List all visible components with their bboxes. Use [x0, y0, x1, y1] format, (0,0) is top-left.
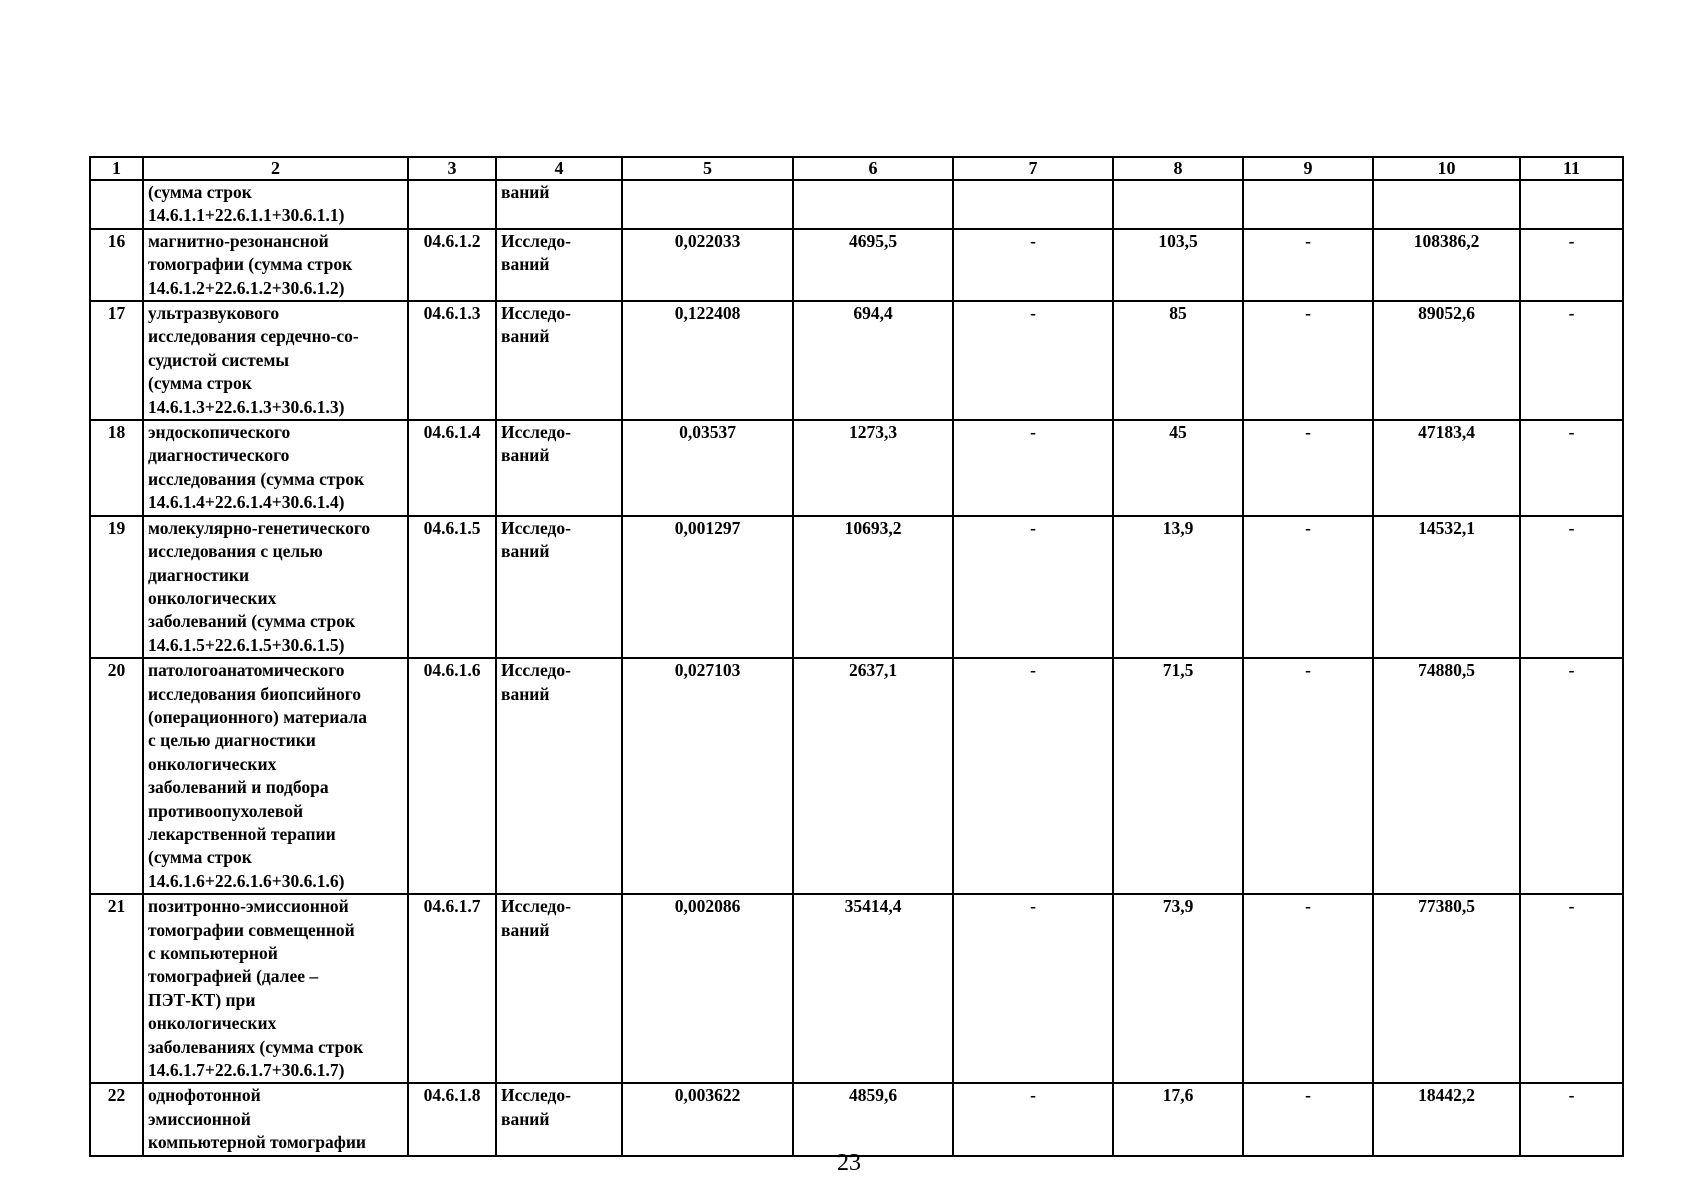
- table-row: [90, 229, 1623, 301]
- col8-value-cell: 45: [1113, 420, 1243, 516]
- col9-value-cell: -: [1243, 420, 1373, 516]
- col9-value-cell: -: [1243, 658, 1373, 894]
- col9-value-cell: -: [1243, 1083, 1373, 1155]
- unit-cell: Исследо- ваний: [496, 658, 622, 894]
- row-number-cell: 18: [90, 420, 143, 516]
- col7-value-cell: -: [953, 301, 1113, 420]
- col10-value-cell: 18442,2: [1373, 1083, 1520, 1155]
- unit-cell: Исследо- ваний: [496, 1083, 622, 1155]
- header-cell: 4: [496, 157, 622, 180]
- col11-value-cell: -: [1520, 420, 1623, 516]
- col8-value-cell: 17,6: [1113, 1083, 1243, 1155]
- col10-value-cell: 77380,5: [1373, 894, 1520, 1083]
- value-cell: [793, 180, 953, 229]
- row-number-cell: 22: [90, 1083, 143, 1155]
- table-row: [90, 658, 1623, 894]
- row-number-cell: [90, 180, 143, 229]
- header-cell: 2: [143, 157, 408, 180]
- header-cell: 5: [622, 157, 793, 180]
- unit-cell: Исследо- ваний: [496, 301, 622, 420]
- continuation-row: [90, 180, 1623, 229]
- col6-value-cell: 694,4: [793, 301, 953, 420]
- col5-value-cell: 0,027103: [622, 658, 793, 894]
- col10-value-cell: 14532,1: [1373, 516, 1520, 658]
- row-code-cell: 04.6.1.2: [408, 229, 496, 301]
- col7-value-cell: -: [953, 658, 1113, 894]
- header-cell: 1: [90, 157, 143, 180]
- row-code-cell: [408, 180, 496, 229]
- table-row: [90, 420, 1623, 516]
- col11-value-cell: -: [1520, 229, 1623, 301]
- row-code-cell: 04.6.1.8: [408, 1083, 496, 1155]
- value-cell: [1243, 180, 1373, 229]
- col11-value-cell: -: [1520, 894, 1623, 1083]
- indicator-name-cell: позитронно-эмиссионной томографии совмещенной с компьютерной томографией (далее – ПЭТ-КТ) при онкологических заболеваниях (сумма строк 14.6.1.7+22.6.1.7+30.6.1.7): [143, 894, 408, 1083]
- value-cell: [1373, 180, 1520, 229]
- unit-cell: Исследо- ваний: [496, 894, 622, 1083]
- unit-cell: Исследо- ваний: [496, 516, 622, 658]
- col7-value-cell: -: [953, 516, 1113, 658]
- table-row: [90, 1083, 1623, 1155]
- col8-value-cell: 13,9: [1113, 516, 1243, 658]
- col7-value-cell: -: [953, 894, 1113, 1083]
- col10-value-cell: 89052,6: [1373, 301, 1520, 420]
- col9-value-cell: -: [1243, 894, 1373, 1083]
- col9-value-cell: -: [1243, 301, 1373, 420]
- indicator-name-cell: молекулярно-генетического исследования с целью диагностики онкологических заболеваний (сумма строк 14.6.1.5+22.6.1.5+30.6.1.5): [143, 516, 408, 658]
- col6-value-cell: 1273,3: [793, 420, 953, 516]
- indicator-name-cell: патологоанатомического исследования биопсийного (операционного) материала с целью диагностики онкологических заболеваний и подбора противоопухолевой лекарственной терапии (сумма строк 14.6.1.6+22.6.1.6+30.6.1.6): [143, 658, 408, 894]
- col6-value-cell: 4859,6: [793, 1083, 953, 1155]
- col7-value-cell: -: [953, 229, 1113, 301]
- col5-value-cell: 0,003622: [622, 1083, 793, 1155]
- row-code-cell: 04.6.1.5: [408, 516, 496, 658]
- row-code-cell: 04.6.1.4: [408, 420, 496, 516]
- table-row: [90, 516, 1623, 658]
- col7-value-cell: -: [953, 1083, 1113, 1155]
- row-number-cell: 20: [90, 658, 143, 894]
- col8-value-cell: 85: [1113, 301, 1243, 420]
- col9-value-cell: -: [1243, 516, 1373, 658]
- col8-value-cell: 73,9: [1113, 894, 1243, 1083]
- col11-value-cell: -: [1520, 516, 1623, 658]
- indicator-name-cell: магнитно-резонансной томографии (сумма строк 14.6.1.2+22.6.1.2+30.6.1.2): [143, 229, 408, 301]
- table-row: [90, 894, 1623, 1083]
- col6-value-cell: 4695,5: [793, 229, 953, 301]
- col10-value-cell: 108386,2: [1373, 229, 1520, 301]
- row-code-cell: 04.6.1.7: [408, 894, 496, 1083]
- col6-value-cell: 10693,2: [793, 516, 953, 658]
- header-cell: 8: [1113, 157, 1243, 180]
- table-row: [90, 301, 1623, 420]
- col5-value-cell: 0,002086: [622, 894, 793, 1083]
- col6-value-cell: 2637,1: [793, 658, 953, 894]
- indicator-name-cell: однофотонной эмиссионной компьютерной томографии: [143, 1083, 408, 1155]
- header-cell: 11: [1520, 157, 1623, 180]
- unit-cell: Исследо- ваний: [496, 420, 622, 516]
- indicator-name-cell: ультразвукового исследования сердечно-со- судистой системы (сумма строк 14.6.1.3+22.6.1.3+30.6.1.3): [143, 301, 408, 420]
- header-row: [90, 157, 1623, 180]
- value-cell: [1113, 180, 1243, 229]
- col11-value-cell: -: [1520, 1083, 1623, 1155]
- col5-value-cell: 0,001297: [622, 516, 793, 658]
- row-number-cell: 16: [90, 229, 143, 301]
- unit-cell: Исследо- ваний: [496, 229, 622, 301]
- header-cell: 9: [1243, 157, 1373, 180]
- header-cell: 3: [408, 157, 496, 180]
- header-cell: 10: [1373, 157, 1520, 180]
- row-number-cell: 19: [90, 516, 143, 658]
- header-cell: 7: [953, 157, 1113, 180]
- row-code-cell: 04.6.1.6: [408, 658, 496, 894]
- col10-value-cell: 74880,5: [1373, 658, 1520, 894]
- row-code-cell: 04.6.1.3: [408, 301, 496, 420]
- col6-value-cell: 35414,4: [793, 894, 953, 1083]
- col9-value-cell: -: [1243, 229, 1373, 301]
- indicator-name-cell: (сумма строк 14.6.1.1+22.6.1.1+30.6.1.1): [143, 180, 408, 229]
- col10-value-cell: 47183,4: [1373, 420, 1520, 516]
- data-table: [89, 156, 1624, 1157]
- col11-value-cell: -: [1520, 301, 1623, 420]
- header-cell: 6: [793, 157, 953, 180]
- col8-value-cell: 103,5: [1113, 229, 1243, 301]
- col5-value-cell: 0,03537: [622, 420, 793, 516]
- indicator-name-cell: эндоскопического диагностического исследования (сумма строк 14.6.1.4+22.6.1.4+30.6.1.4): [143, 420, 408, 516]
- value-cell: [953, 180, 1113, 229]
- col5-value-cell: 0,022033: [622, 229, 793, 301]
- col8-value-cell: 71,5: [1113, 658, 1243, 894]
- page-number: 23: [837, 1150, 861, 1176]
- row-number-cell: 17: [90, 301, 143, 420]
- unit-cell: ваний: [496, 180, 622, 229]
- col7-value-cell: -: [953, 420, 1113, 516]
- table-body: [90, 157, 1623, 1156]
- value-cell: [622, 180, 793, 229]
- col11-value-cell: -: [1520, 658, 1623, 894]
- col5-value-cell: 0,122408: [622, 301, 793, 420]
- row-number-cell: 21: [90, 894, 143, 1083]
- value-cell: [1520, 180, 1623, 229]
